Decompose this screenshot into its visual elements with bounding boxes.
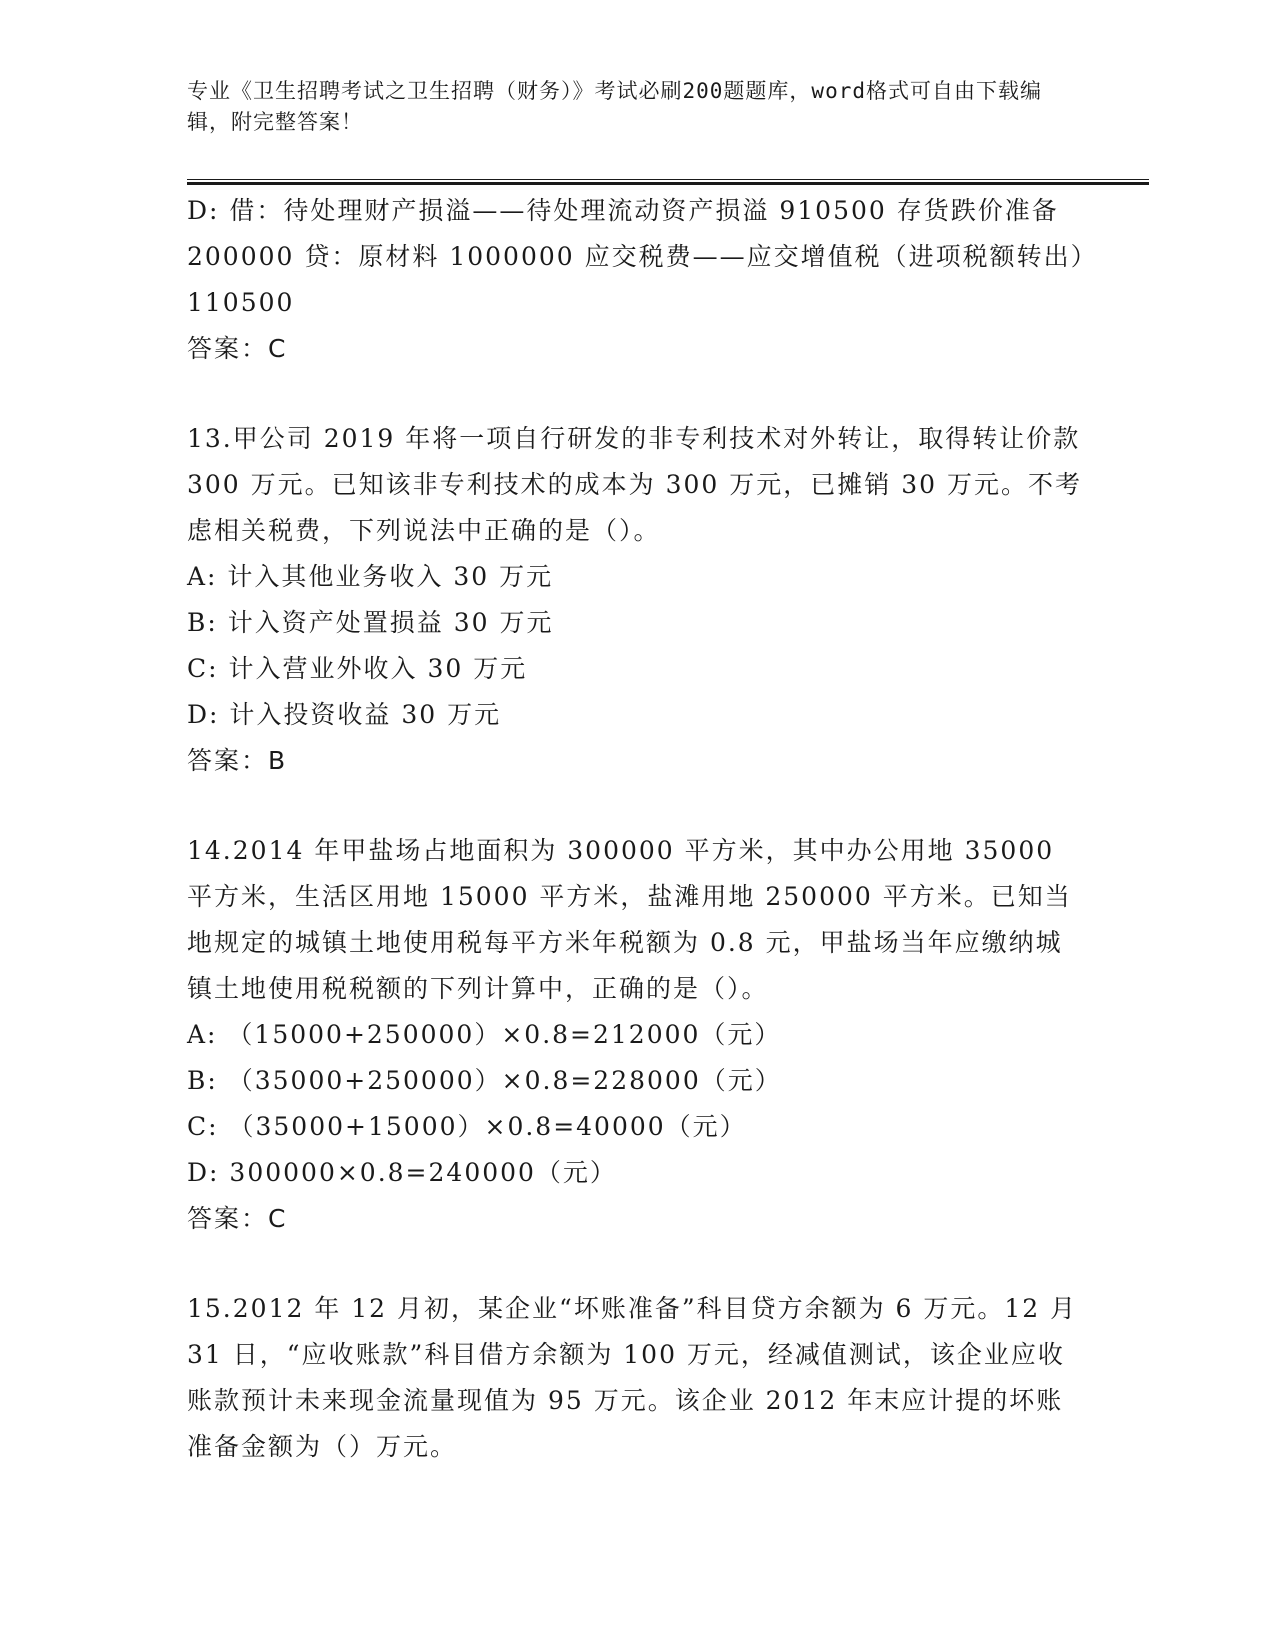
option-d: D: 借：待处理财产损溢——待处理流动资产损溢 910500 存货跌价准备 200000 贷：原材料 1000000 应交税费——应交增值税（进项税额转出）110500 xyxy=(187,196,1086,317)
option-d: D: 计入投资收益 30 万元 xyxy=(187,700,502,729)
option-b: B: 计入资产处置损益 30 万元 xyxy=(187,608,554,637)
question-content xyxy=(187,188,1087,1470)
option-c: C: （35000+15000）×0.8=40000（元） xyxy=(187,1112,747,1141)
option-a: A: （15000+250000）×0.8=212000（元） xyxy=(187,1020,782,1049)
answer: 答案：C xyxy=(187,1204,288,1233)
header-divider-thick xyxy=(187,182,1149,185)
document-header: 专业《卫生招聘考试之卫生招聘（财务）》考试必刷200题题库，word格式可自由下载编辑，附完整答案！ xyxy=(187,79,1042,134)
header-divider-thin xyxy=(187,179,1149,180)
question-stem: 13.甲公司 2019 年将一项自行研发的非专利技术对外转让，取得转让价款 300 万元。已知该非专利技术的成本为 300 万元，已摊销 30 万元。不考虑相关税费，下列说法中正确的是（）。 xyxy=(187,424,1082,545)
option-b: B: （35000+250000）×0.8=228000（元） xyxy=(187,1066,782,1095)
option-c: C: 计入营业外收入 30 万元 xyxy=(187,654,528,683)
question-15 xyxy=(187,1286,1087,1470)
question-13 xyxy=(187,416,1087,784)
question-14 xyxy=(187,828,1087,1242)
answer: 答案：B xyxy=(187,746,288,775)
question-stem: 15.2012 年 12 月初，某企业“坏账准备”科目贷方余额为 6 万元。12 月 31 日，“应收账款”科目借方余额为 100 万元，经减值测试，该企业应收账款预计未来现金流量现值为 95 万元。该企业 2012 年末应计提的坏账准备金额为（）万元。 xyxy=(187,1294,1078,1461)
option-a: A: 计入其他业务收入 30 万元 xyxy=(187,562,554,591)
option-d: D: 300000×0.8=240000（元） xyxy=(187,1158,617,1187)
question-stem: 14.2014 年甲盐场占地面积为 300000 平方米，其中办公用地 35000 平方米，生活区用地 15000 平方米，盐滩用地 250000 平方米。已知当地规定的城镇土地使用税每平方米年税额为 0.8 元，甲盐场当年应缴纳城镇土地使用税税额的下列计算中，正确的是（）。 xyxy=(187,836,1072,1003)
answer: 答案：C xyxy=(187,334,288,363)
